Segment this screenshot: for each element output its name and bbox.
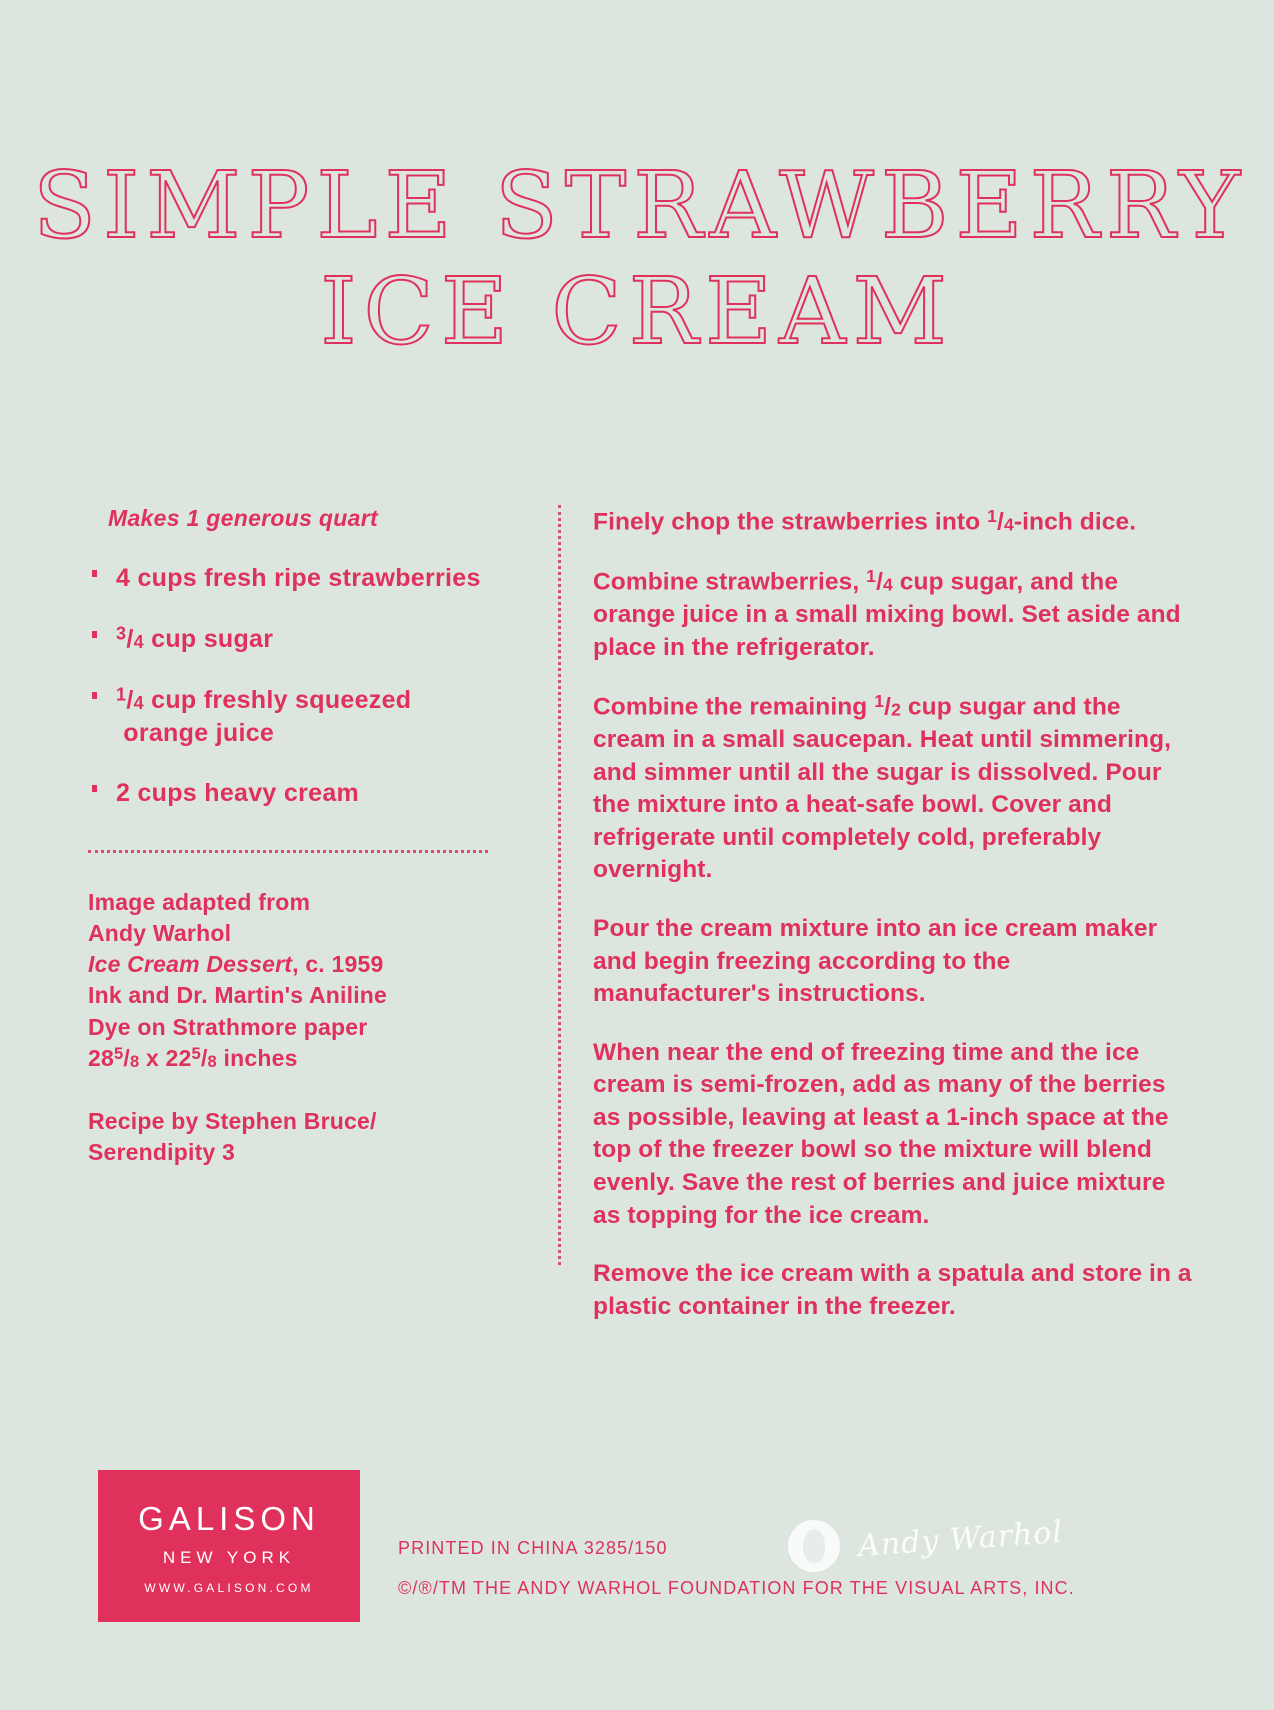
ingredient-text: 2 cups heavy cream (116, 779, 360, 808)
warhol-badge-icon (788, 1520, 840, 1572)
step-5: When near the end of freezing time and the ice cream is semi-frozen, add as many of the berries as possible, leaving at least a 1-inch space at the top of the freezer bowl so the mixture will blend evenly. Save the rest of berries and juice mixture as topping for the ice cream. (593, 1038, 1169, 1229)
ingredient-text: $^3/_4$ cup sugar (116, 623, 274, 654)
warhol-signature: Andy Warhol (857, 1514, 1065, 1565)
instructions-column (593, 505, 1193, 1349)
ingredients-list (88, 562, 548, 810)
title-line-2: ICE CREAM (320, 258, 954, 365)
image-credit (88, 887, 548, 1075)
step-1: Finely chop the strawberries into $^1/_4$-inch dice. (593, 506, 1137, 536)
recipe-credit (88, 1106, 548, 1169)
brand-name: GALISON (138, 1500, 320, 1537)
brand-url: WWW.GALISON.COM (144, 1581, 314, 1595)
credit-line: Image adapted from (88, 888, 311, 915)
recipe-body (0, 505, 1274, 1349)
credit-line: Dye on Strathmore paper (88, 1013, 368, 1040)
credit-line: Serendipity 3 (88, 1139, 236, 1166)
galison-logo (98, 1470, 360, 1622)
list-item (88, 777, 548, 810)
ingredient-text: $^1/_4$ cup freshly squeezed orange juice (116, 684, 412, 747)
artwork-title: Ice Cream Dessert (88, 951, 293, 978)
yield-label: Makes 1 generous quart (108, 505, 378, 531)
list-item (88, 623, 548, 656)
credit-line-dimensions: $28^5/_8$ x $22^5/_8$ inches (88, 1043, 298, 1071)
step-2: Combine strawberries, $^1/_4$ cup sugar, and the orange juice in a small mixing bowl. Set aside and place in the refrigerator. (593, 565, 1181, 661)
credit-line: Recipe by Stephen Bruce/ (88, 1108, 377, 1135)
artwork-date: , c. 1959 (292, 951, 384, 978)
credit-line: Ink and Dr. Martin's Aniline (88, 982, 388, 1009)
step-3: Combine the remaining $^1/_2$ cup sugar and the cream in a small saucepan. Heat until simmering, and simmer until all the sugar is dissolved. Pour the mixture into a heat-safe bowl. Cover and refrigerate until completely cold, preferably overnight. (593, 691, 1172, 884)
warhol-foundation-mark (788, 1514, 1088, 1578)
ingredient-text: 4 cups fresh ripe strawberries (116, 564, 481, 592)
list-item (88, 684, 548, 750)
list-item (88, 562, 548, 595)
step-6: Remove the ice cream with a spatula and store in a plastic container in the freezer. (593, 1260, 1192, 1320)
title-line-1: SIMPLE STRAWBERRY (32, 152, 1248, 259)
credit-line (88, 949, 548, 980)
credit-line: Andy Warhol (88, 919, 232, 946)
brand-city: NEW YORK (162, 1548, 296, 1567)
ingredients-column (88, 505, 548, 1349)
vertical-divider (558, 505, 561, 1265)
page-title (0, 152, 1274, 365)
print-info: PRINTED IN CHINA 3285/150 (398, 1538, 668, 1558)
footer (0, 1470, 1274, 1650)
copyright-info: ©/®/TM THE ANDY WARHOL FOUNDATION FOR THE VISUAL ARTS, INC. (398, 1578, 1075, 1598)
step-4: Pour the cream mixture into an ice cream maker and begin freezing according to the manufacturer's instructions. (593, 915, 1158, 1008)
divider (88, 850, 488, 853)
